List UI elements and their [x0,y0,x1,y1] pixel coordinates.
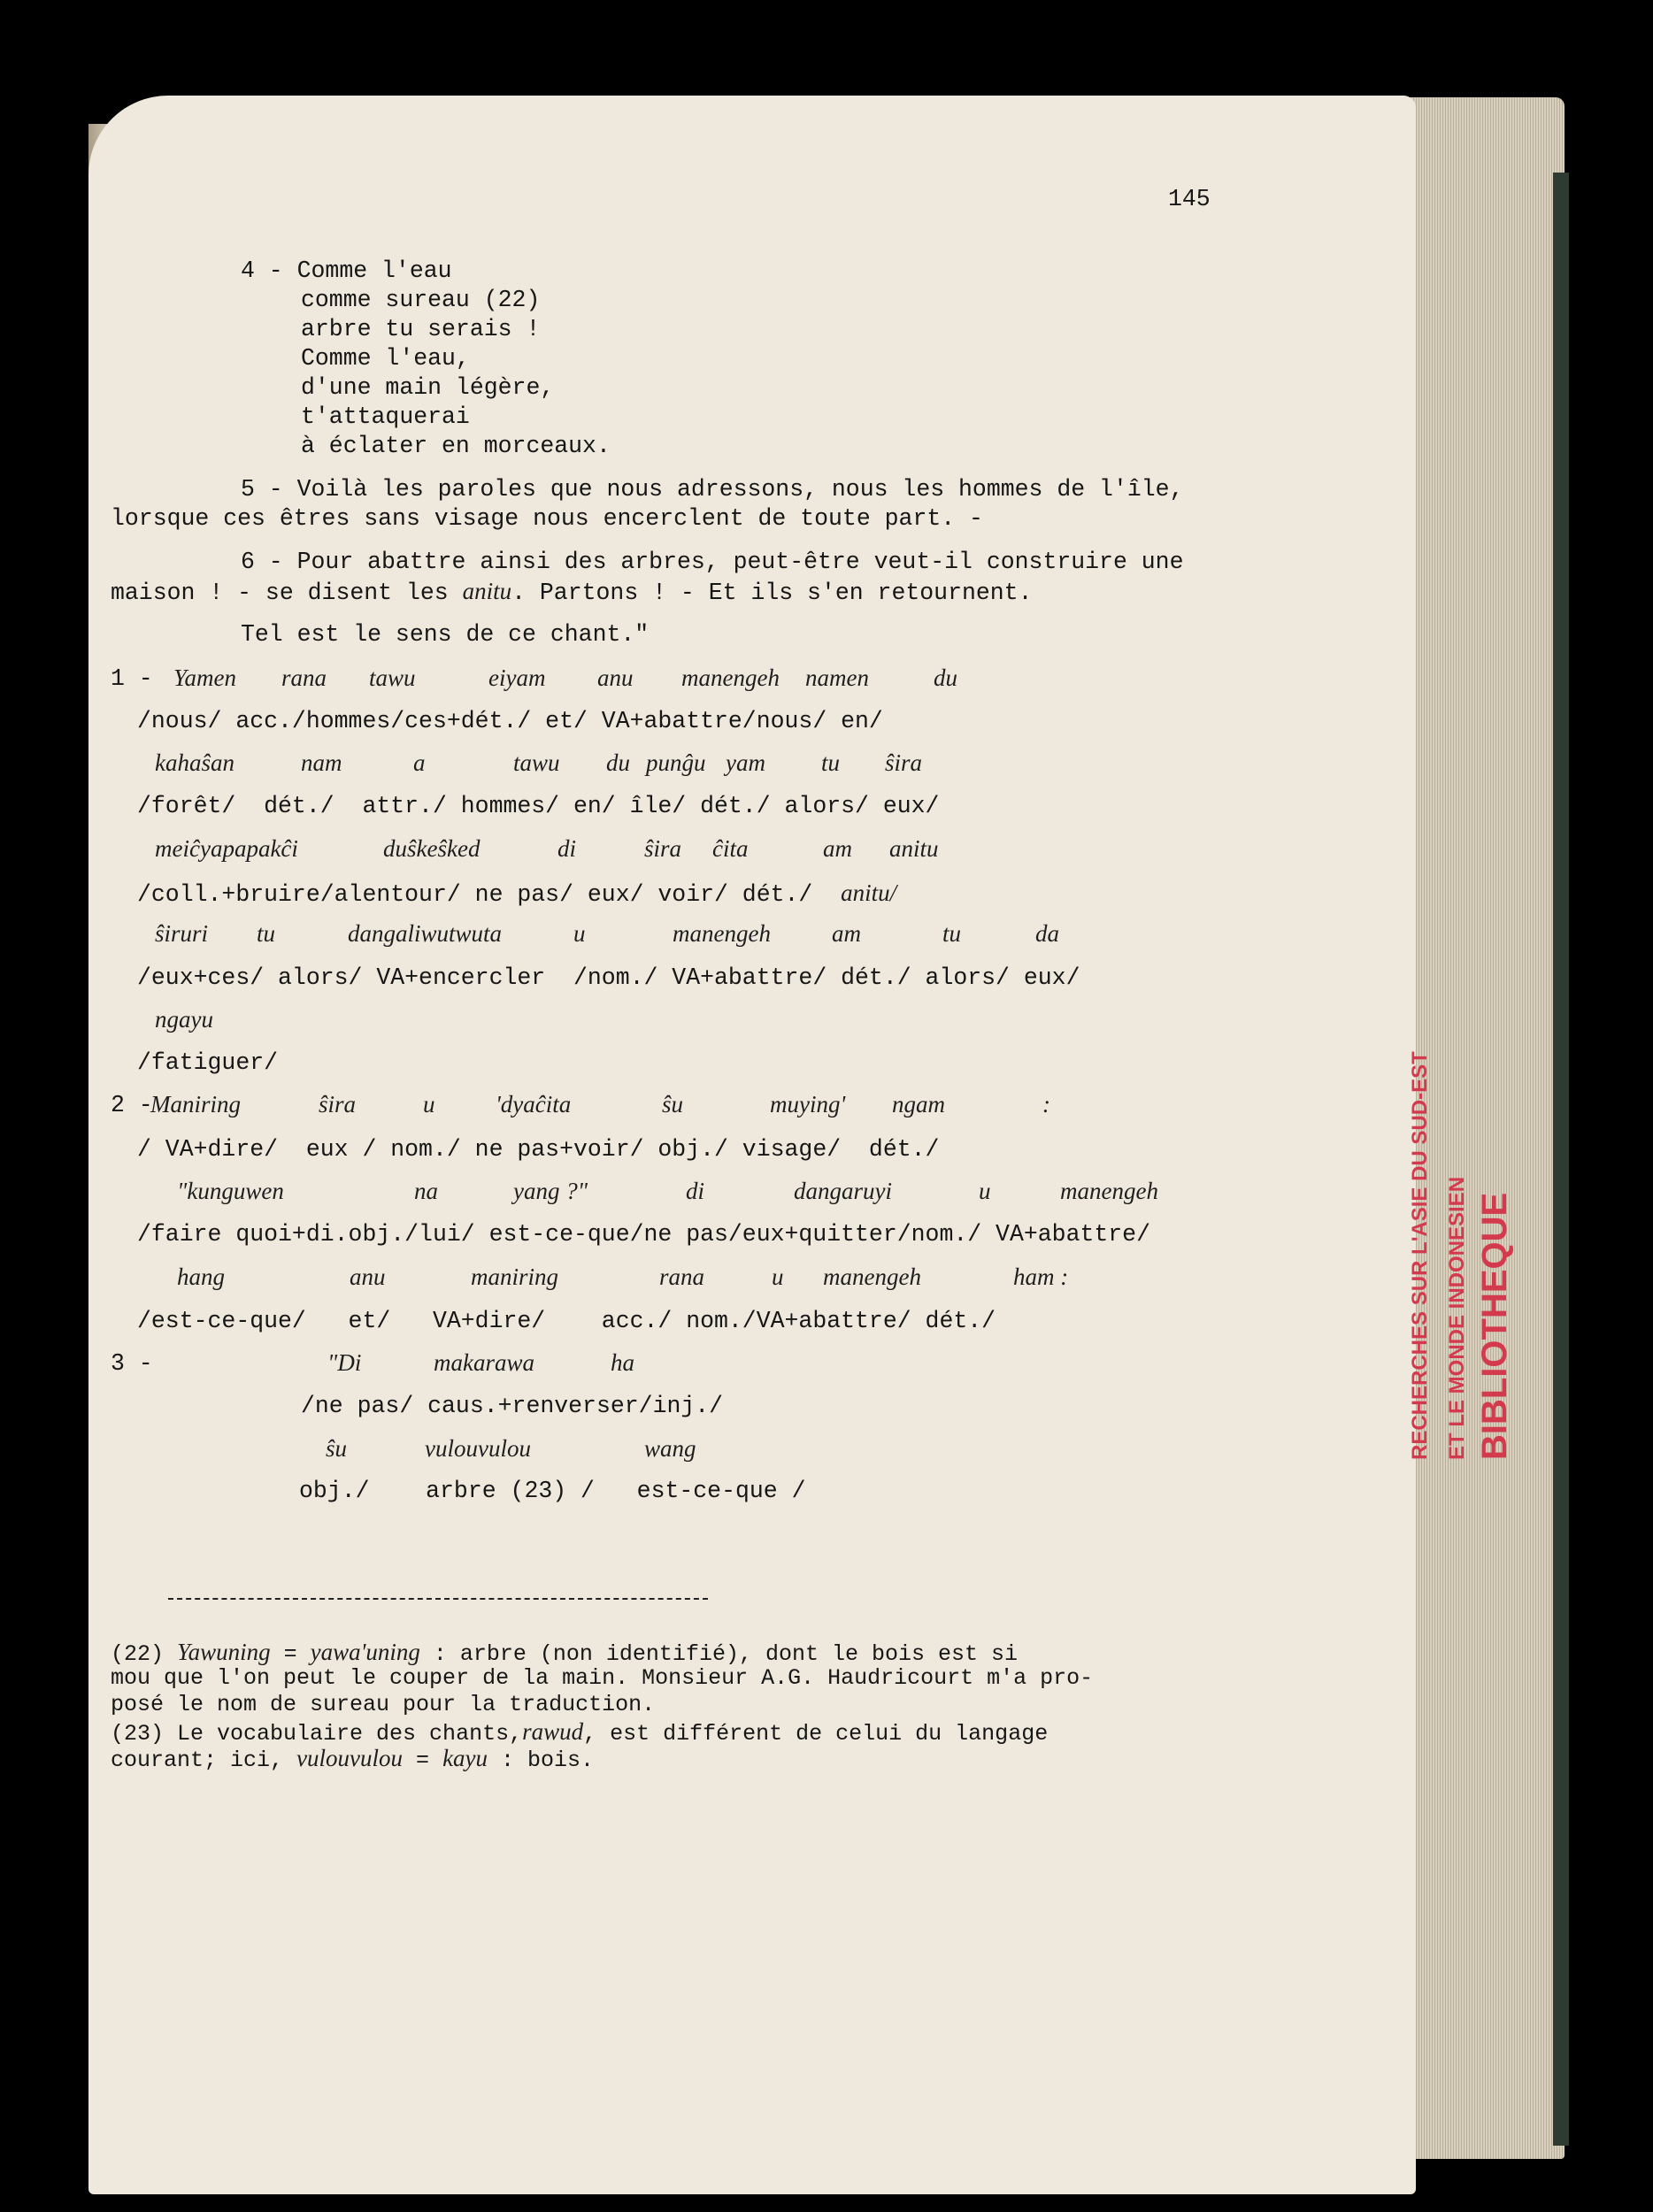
paragraph-6-line-2: maison ! - se disent les anitu. Partons ! - Et ils s'en retournent. [111,578,1033,606]
vernacular-word: 'dyaĉita [496,1091,572,1118]
verse-number: 1 - [111,665,153,692]
vernacular-word: maniring [471,1263,559,1290]
vernacular-word: di [686,1178,705,1204]
stanza-line: à éclater en morceaux. [301,433,611,459]
vernacular-word: duŝkeŝked [383,835,481,862]
vernacular-word: eiyam [488,664,546,691]
paragraph-5-line-2: lorsque ces êtres sans visage nous encerclent de toute part. - [111,505,983,532]
vernacular-word: yang ?" [513,1178,588,1204]
vernacular-word: du [934,664,957,691]
vernacular-word: anitu [889,835,939,862]
vernacular-word: ha [611,1349,634,1376]
vernacular-word: u [423,1091,435,1118]
vernacular-word: du [606,749,630,776]
vernacular-word: meiĉyapapakĉi [155,835,298,862]
gloss-line: /forêt/ dét./ attr./ hommes/ en/ île/ dét./ alors/ eux/ [137,793,940,819]
vernacular-word: rana [281,664,327,691]
vernacular-word: na [414,1178,438,1204]
gloss-line: /nous/ acc./hommes/ces+dét./ et/ VA+abattre/nous/ en/ [137,708,883,734]
vernacular-word: tawu [369,664,416,691]
vernacular-word: "Di [327,1349,362,1376]
gloss-line: /faire quoi+di.obj./lui/ est-ce-que/ne pas/eux+quitter/nom./ VA+abattre/ [137,1221,1150,1248]
footnote-22-line-2: mou que l'on peut le couper de la main. Monsieur A.G. Haudricourt m'a pro- [111,1665,1094,1691]
book-page [88,96,1416,2194]
vernacular-word: am [823,835,852,862]
vernacular-word: rana [659,1263,705,1290]
vernacular-word: u [573,920,586,947]
vernacular-word: ĉita [712,835,749,862]
vernacular-word: manengeh [673,920,771,947]
vernacular-word: u [772,1263,784,1290]
paragraph-5-line-1: 5 - Voilà les paroles que nous adressons, nous les hommes de l'île, [241,476,1184,503]
stanza-line: arbre tu serais ! [301,316,541,342]
vernacular-word: manengeh [1060,1178,1158,1204]
book-cover-edge [1553,173,1569,2146]
vernacular-word: : [1042,1091,1050,1118]
gloss-line: /fatiguer/ [137,1049,279,1076]
vernacular-word: tawu [513,749,560,776]
vernacular-word: punĝu [646,749,706,776]
page-number: 145 [1168,186,1211,212]
sens-line: Tel est le sens de ce chant." [241,621,650,648]
vernacular-word: da [1035,920,1059,947]
vernacular-word: ngayu [155,1006,213,1033]
vernacular-word: a [413,749,426,776]
vernacular-word: ham : [1013,1263,1069,1290]
vernacular-word: anu [597,664,634,691]
vernacular-word: vulouvulou [425,1435,531,1462]
vernacular-word: dangaruyi [794,1178,892,1204]
stamp-line: BIBLIOTHEQUE [1475,1192,1514,1460]
stanza-line: comme sureau (22) [301,287,541,313]
vernacular-word: Maniring [150,1091,242,1118]
vernacular-word: am [832,920,861,947]
vernacular-word: "kunguwen [177,1178,284,1204]
vernacular-word: u [979,1178,991,1204]
vernacular-word: ŝira [885,749,923,776]
vernacular-word: tu [942,920,962,947]
vernacular-word: yam [726,749,765,776]
vernacular-word: kahaŝan [155,749,234,776]
footnote-22-line-1: (22) Yawuning = yawa'uning : arbre (non identifié), dont le bois est si [111,1639,1019,1667]
vernacular-word: di [557,835,577,862]
footnote-23-line-1: (23) Le vocabulaire des chants,rawud, est différent de celui du langage [111,1718,1049,1747]
footnote-separator [168,1598,708,1600]
vernacular-word: nam [301,749,342,776]
gloss-line: / VA+dire/ eux / nom./ ne pas+voir/ obj./ visage/ dét./ [137,1136,940,1163]
stanza-line: Comme l'eau, [301,345,470,372]
vernacular-word: tu [821,749,841,776]
vernacular-word: muying' [770,1091,846,1118]
stanza-line: 4 - Comme l'eau [241,257,452,284]
vernacular-word: anu [350,1263,386,1290]
stanza-line: t'attaquerai [301,403,470,430]
vernacular-word: ngam [892,1091,945,1118]
vernacular-word: makarawa [434,1349,534,1376]
paragraph-6-line-1: 6 - Pour abattre ainsi des arbres, peut-être veut-il construire une [241,549,1184,575]
gloss-line: obj./ arbre (23) / est-ce-que / [299,1478,806,1504]
vernacular-word: Yamen [173,664,237,691]
vernacular-word: ŝira [319,1091,357,1118]
stanza-line: d'une main légère, [301,374,555,401]
vernacular-word: ŝira [644,835,682,862]
gloss-line: /est-ce-que/ et/ VA+dire/ acc./ nom./VA+abattre/ dét./ [137,1308,996,1334]
vernacular-word: ŝu [326,1435,348,1462]
stamp-line: ET LE MONDE INDONESIEN [1445,1176,1469,1460]
gloss-line: /eux+ces/ alors/ VA+encercler /nom./ VA+abattre/ dét./ alors/ eux/ [137,964,1080,991]
vernacular-word: ŝiruri [155,920,209,947]
gloss-line: /ne pas/ caus.+renverser/inj./ [301,1393,724,1419]
library-stamp [1376,1044,1518,1469]
verse-number: 3 - [111,1350,153,1377]
vernacular-word: manengeh [823,1263,921,1290]
vernacular-word: ŝu [662,1091,684,1118]
vernacular-word: namen [805,664,869,691]
vernacular-word: dangaliwutwuta [348,920,503,947]
footnote-22-line-3: posé le nom de sureau pour la traduction. [111,1692,656,1717]
vernacular-word: hang [177,1263,225,1290]
verse-number: 2 - [111,1092,153,1118]
vernacular-word: tu [257,920,276,947]
stamp-line: RECHERCHES SUR L'ASIE DU SUD-EST [1408,1051,1432,1460]
vernacular-word: wang [644,1435,696,1462]
gloss-line: /coll.+bruire/alentour/ ne pas/ eux/ voir/ dét./ anitu/ [137,879,897,908]
footnote-23-line-2: courant; ici, vulouvulou = kayu : bois. [111,1745,595,1773]
vernacular-word: manengeh [681,664,780,691]
